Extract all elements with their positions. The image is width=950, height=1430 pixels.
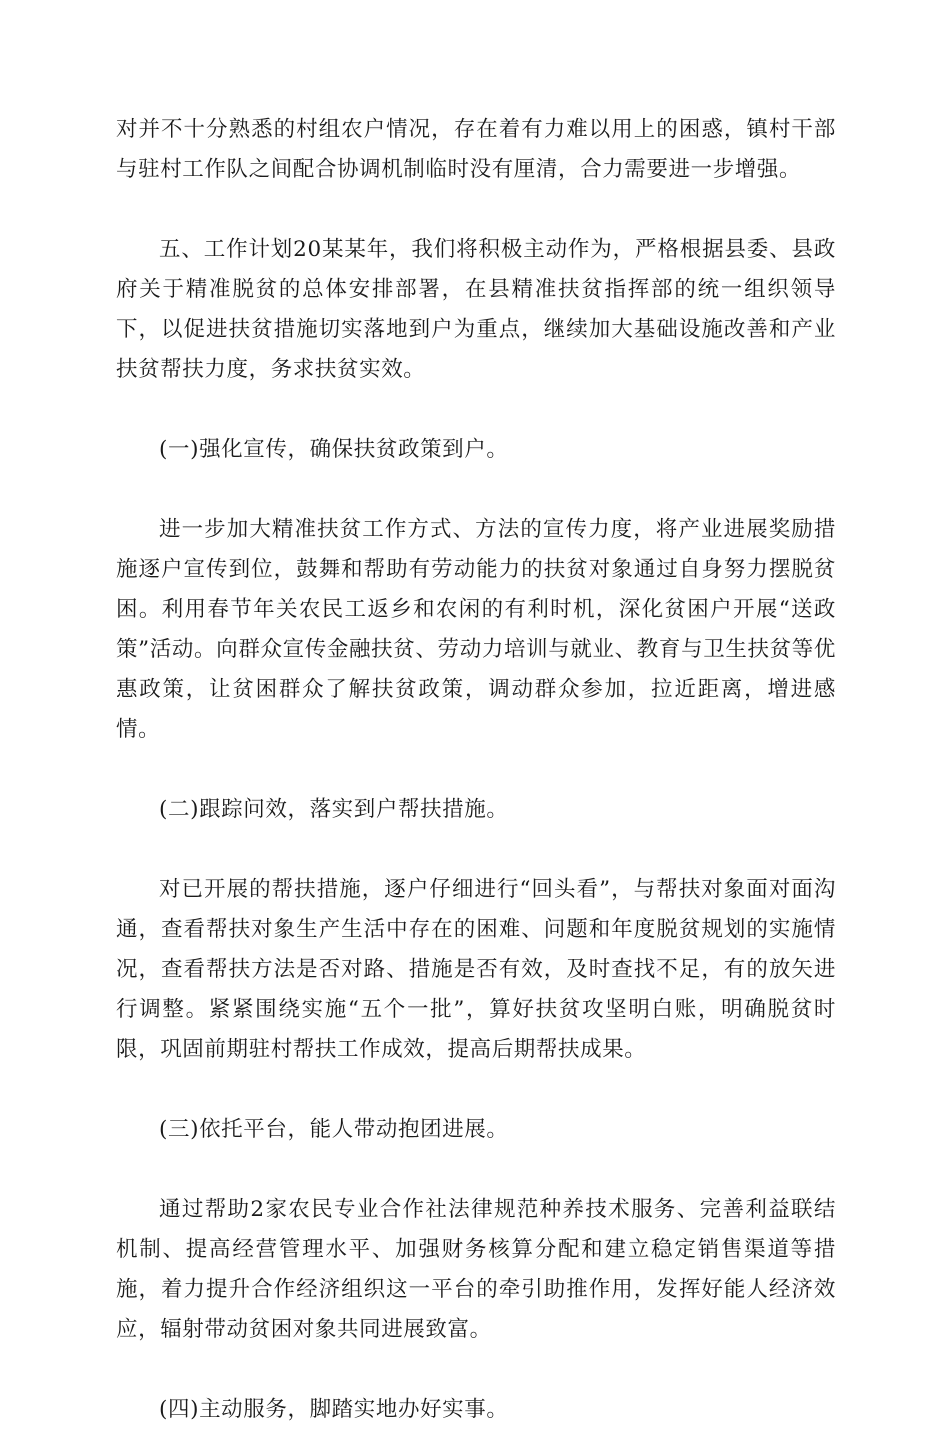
paragraph-gap xyxy=(116,750,836,790)
paragraph-publicity: 进一步加大精准扶贫工作方式、方法的宣传力度，将产业进展奖励措施逐户宣传到位，鼓舞和帮助有劳动能力的扶贫对象通过自身努力摆脱贫困。利用春节年关农民工返乡和农闲的有利时机，深化贫困户开展“送政策”活动。向群众宣传金融扶贫、劳动力培训与就业、教育与卫生扶贫等优惠政策，让贫困群众了解扶贫政策，调动群众参加，拉近距离，增进感情。 xyxy=(116,517,836,742)
section-heading-2: (二)跟踪问效，落实到户帮扶措施。 xyxy=(159,797,509,822)
paragraph-gap xyxy=(116,390,836,430)
paragraph-gap xyxy=(116,1350,836,1390)
paragraph-work-plan: 五、工作计划20某某年，我们将积极主动作为，严格根据县委、县政府关于精准脱贫的总体安排部署，在县精准扶贫指挥部的统一组织领导下，以促进扶贫措施切实落地到户为重点，继续加大基础设施改善和产业扶贫帮扶力度，务求扶贫实效。 xyxy=(116,237,836,382)
document-body xyxy=(116,110,836,1430)
paragraph-platform: 通过帮助2家农民专业合作社法律规范种养技术服务、完善利益联结机制、提高经营管理水平、加强财务核算分配和建立稳定销售渠道等措施，着力提升合作经济组织这一平台的牵引助推作用，发挥好能人经济效应，辐射带动贫困对象共同进展致富。 xyxy=(116,1197,836,1342)
paragraph-gap xyxy=(116,1150,836,1190)
paragraph-gap xyxy=(116,190,836,230)
section-heading-4: (四)主动服务，脚踏实地办好实事。 xyxy=(159,1397,509,1422)
paragraph-gap xyxy=(116,1070,836,1110)
section-heading-3: (三)依托平台，能人带动抱团进展。 xyxy=(159,1117,509,1142)
paragraph-gap xyxy=(116,470,836,510)
paragraph-gap xyxy=(116,830,836,870)
paragraph-followup: 对已开展的帮扶措施，逐户仔细进行“回头看”，与帮扶对象面对面沟通，查看帮扶对象生产生活中存在的困难、问题和年度脱贫规划的实施情况，查看帮扶方法是否对路、措施是否有效，及时查找不足，有的放矢进行调整。紧紧围绕实施“五个一批”，算好扶贫攻坚明白账，明确脱贫时限，巩固前期驻村帮扶工作成效，提高后期帮扶成果。 xyxy=(116,877,836,1062)
section-heading-1: (一)强化宣传，确保扶贫政策到户。 xyxy=(159,437,509,462)
paragraph-continuation: 对并不十分熟悉的村组农户情况，存在着有力难以用上的困惑，镇村干部与驻村工作队之间配合协调机制临时没有厘清，合力需要进一步增强。 xyxy=(116,117,836,182)
